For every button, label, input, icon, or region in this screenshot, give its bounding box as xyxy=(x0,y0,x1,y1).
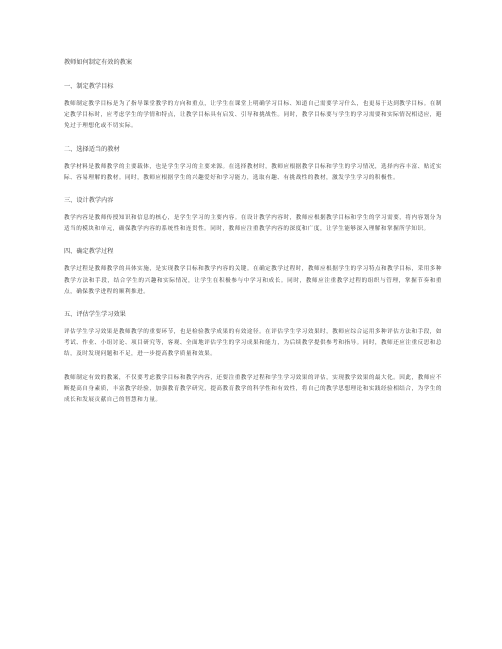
section-learning-evaluation xyxy=(64,310,442,406)
section-teaching-materials xyxy=(64,145,442,184)
conclusion-paragraph: 教师制定有效的教案，不仅要考虑教学目标和教学内容，还要注重教学过程和学生学习效果的评估，实现教学效果的最大化。因此，教师应不断提高自身素质，丰富教学经验，加强教育教学研究，提高教育教学的科学性和有效性，将自己的教学思想理论和实践经验相结合，为学生的成长和发展贡献自己的智慧和力量。 xyxy=(64,374,442,404)
section-heading: 二、选择适当的教材 xyxy=(64,145,120,153)
section-paragraph: 教师制定教学目标是为了指导课堂教学的方向和重点，让学生在课堂上明确学习目标、知道自己需要学习什么，也更易于达到教学目标。在制定教学目标时，应考虑学生的学情和特点，让教学目标具有启发、引导和挑战性。同时，教学目标要与学生的学习需要和实际情况相适应，避免过于理想化或不切实际。 xyxy=(64,101,442,130)
section-heading: 四、确定教学过程 xyxy=(64,248,114,256)
section-teaching-process xyxy=(64,247,442,298)
section-heading: 一、制定教学目标 xyxy=(64,83,114,90)
section-teaching-goals xyxy=(64,82,442,133)
section-paragraph: 评估学生学习效果是教师教学的重要环节，也是检验教学成果的有效途径。在评估学生学习效果时，教师应综合运用多种评估方法和手段，如考试、作业、小组讨论、项目研究等，客观、全面地评估学生的学习成果和能力，为后续教学提供参考和指导。同时，教师还应注重反思和总结，及时发现问题和不足，进一步提高教学质量和效果。 xyxy=(64,329,442,358)
section-paragraph: 教学材料是教师教学的主要载体，也是学生学习的主要来源。在选择教材时，教师应根据教学目标和学生的学习情况，选择内容丰富、贴近实际、容易理解的教材。同时，教师应根据学生的兴趣爱好和学习能力，选取有趣、有挑战性的教材，激发学生学习的积极性。 xyxy=(64,163,442,181)
section-paragraph: 教学过程是教师教学的具体实施，是实现教学目标和教学内容的关键。在确定教学过程时，教师应根据学生的学习特点和教学目标，采用多种教学方法和手段，结合学生的兴趣和实际情况，让学生在积极参与中学习和成长。同时，教师应注重教学过程的组织与管理，掌握节奏和重点，确保教学进程的顺利推进。 xyxy=(64,266,442,295)
section-heading: 三、设计教学内容 xyxy=(64,197,114,205)
section-heading: 五、评估学生学习效果 xyxy=(64,311,126,319)
document-page xyxy=(64,58,442,418)
section-paragraph: 教学内容是教师传授知识和信息的核心，是学生学习的主要内容。在设计教学内容时，教师应根据教学目标和学生的学习需要，将内容划分为适当的模块和单元，确保教学内容的系统性和连贯性。同时，教师应注重教学内容的深度和广度，让学生能够深入理解和掌握所学知识。 xyxy=(64,215,442,233)
section-teaching-content xyxy=(64,196,442,235)
document-title: 教师如何制定有效的教案 xyxy=(64,59,133,66)
